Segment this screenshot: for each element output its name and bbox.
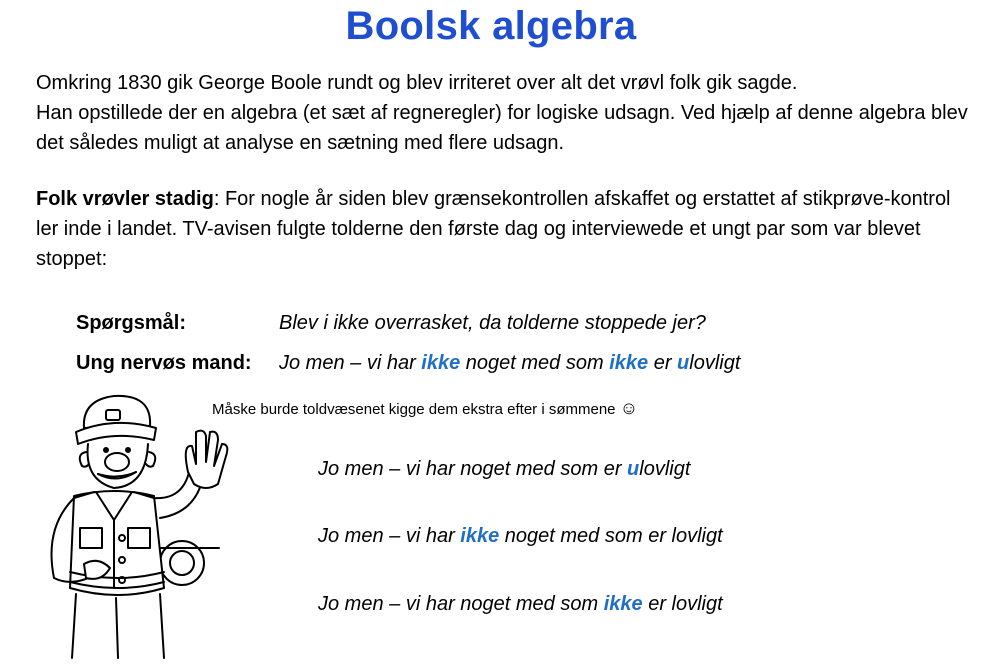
customs-officer-cartoon-icon [14,388,244,664]
answer-highlight: ikke [421,352,461,374]
answer-text [279,352,740,374]
answer-part: er [648,352,678,374]
rephrased-answer-1 [318,458,690,481]
answer-part: er lovligt [642,593,723,615]
rephrased-answer-2 [318,525,723,548]
side-note [212,397,638,421]
rephrased-answer-3 [318,593,723,616]
intro-paragraph [36,68,971,158]
answer-highlight: u [677,352,690,374]
answer-part: noget med som [460,352,610,374]
question-label: Spørgsmål: [76,312,187,334]
answer-highlight: ikke [609,352,649,374]
intro-line-1: Omkring 1830 gik George Boole rundt og blev irriteret over alt det vrøvl folk gik sagde. [36,72,798,94]
intro-line-2: Han opstillede der en algebra (et sæt af regneregler) for logiske udsagn. Ved hjælp af denne algebra blev det således muligt at analyse en sætning med flere udsagn. [36,102,968,154]
question-text: Blev i ikke overrasket, da tolderne stoppede jer? [279,312,706,334]
answer-part: lovligt [639,458,691,480]
story-lead: Folk vrøvler stadig [36,188,214,210]
answer-part: Jo men – vi har noget med som [318,593,604,615]
answer-part: Jo men – vi har [318,525,461,547]
answer-part: lovligt [689,352,741,374]
answer-highlight: u [627,458,640,480]
answer-highlight: ikke [460,525,500,547]
question-row [76,308,706,338]
story-paragraph [36,184,971,274]
answer-row [76,348,740,378]
note-text: Måske burde toldvæsenet kigge dem ekstra efter i sømmene [212,401,620,418]
page-title: Boolsk algebra [345,4,637,48]
story-text: : For nogle år siden blev grænsekontrollen afskaffet og erstattet af stikprøve-kontrol ler inde i landet. TV-avisen fulgte tolderne den første dag og interviewede et ungt par som var blevet stoppet: [36,188,951,270]
smiley-icon: ☺ [619,398,639,418]
answer-part: Jo men – vi har noget med som er [318,458,628,480]
answer-label: Ung nervøs mand: [76,352,252,374]
answer-highlight: ikke [603,593,643,615]
answer-part: noget med som er lovligt [499,525,723,547]
answer-part: Jo men – vi har [279,352,422,374]
